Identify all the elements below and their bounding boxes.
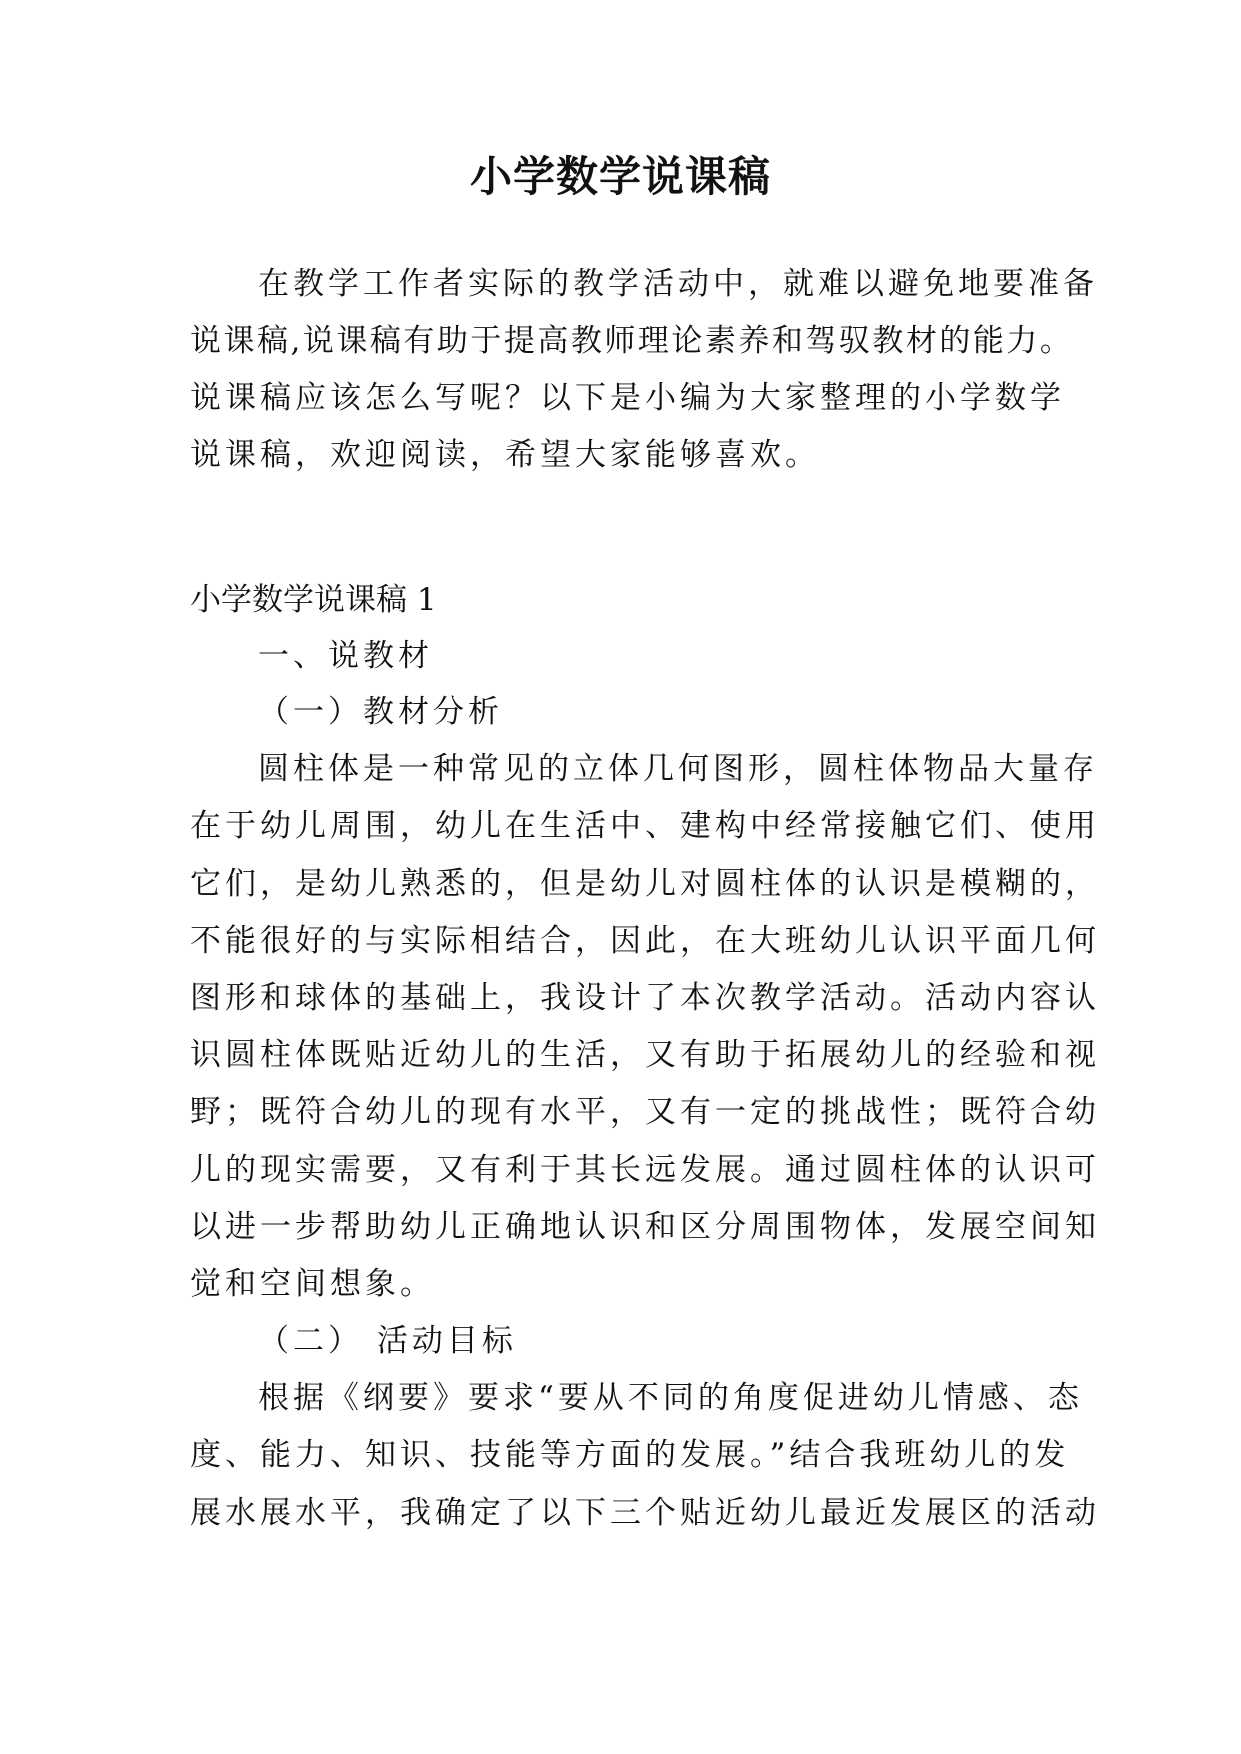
paragraph-line: 度、能力、知识、技能等方面的发展。”结合我班幼儿的发 [190, 1437, 1070, 1473]
heading: 一、说教材 [258, 638, 433, 674]
paragraph-line: 根据《纲要》要求“要从不同的角度促进幼儿情感、态 [258, 1380, 1083, 1416]
intro-line: 说课稿应该怎么写呢？以下是小编为大家整理的小学数学 [190, 380, 1065, 416]
paragraph-line: 觉和空间想象。 [190, 1266, 435, 1302]
subheading: （一）教材分析 [258, 694, 503, 730]
intro-line: 说课稿，欢迎阅读，希望大家能够喜欢。 [190, 437, 820, 473]
paragraph-line: 儿的现实需要，又有利于其长远发展。通过圆柱体的认识可 [190, 1152, 1100, 1188]
paragraph-line: 以进一步帮助幼儿正确地认识和区分周围物体，发展空间知 [190, 1209, 1100, 1245]
paragraph-line: 展水展水平，我确定了以下三个贴近幼儿最近发展区的活动 [190, 1495, 1100, 1531]
paragraph-line: 在于幼儿周围，幼儿在生活中、建构中经常接触它们、使用 [190, 808, 1100, 844]
subheading: （二） 活动目标 [258, 1323, 517, 1359]
paragraph-line: 图形和球体的基础上，我设计了本次教学活动。活动内容认 [190, 980, 1100, 1016]
intro-line: 在教学工作者实际的教学活动中，就难以避免地要准备 [258, 266, 1098, 302]
section-title: 小学数学说课稿 1 [190, 582, 437, 618]
document-title: 小学数学说课稿 [469, 152, 771, 201]
paragraph-line: 不能很好的与实际相结合，因此，在大班幼儿认识平面几何 [190, 923, 1100, 959]
intro-line: 说课稿,说课稿有助于提高教师理论素养和驾驭教材的能力。 [190, 323, 1074, 359]
paragraph-line: 识圆柱体既贴近幼儿的生活，又有助于拓展幼儿的经验和视 [190, 1037, 1100, 1073]
paragraph-line: 圆柱体是一种常见的立体几何图形，圆柱体物品大量存 [258, 751, 1098, 787]
paragraph-line: 野；既符合幼儿的现有水平，又有一定的挑战性；既符合幼 [190, 1094, 1100, 1130]
paragraph-line: 它们，是幼儿熟悉的，但是幼儿对圆柱体的认识是模糊的， [190, 866, 1100, 902]
